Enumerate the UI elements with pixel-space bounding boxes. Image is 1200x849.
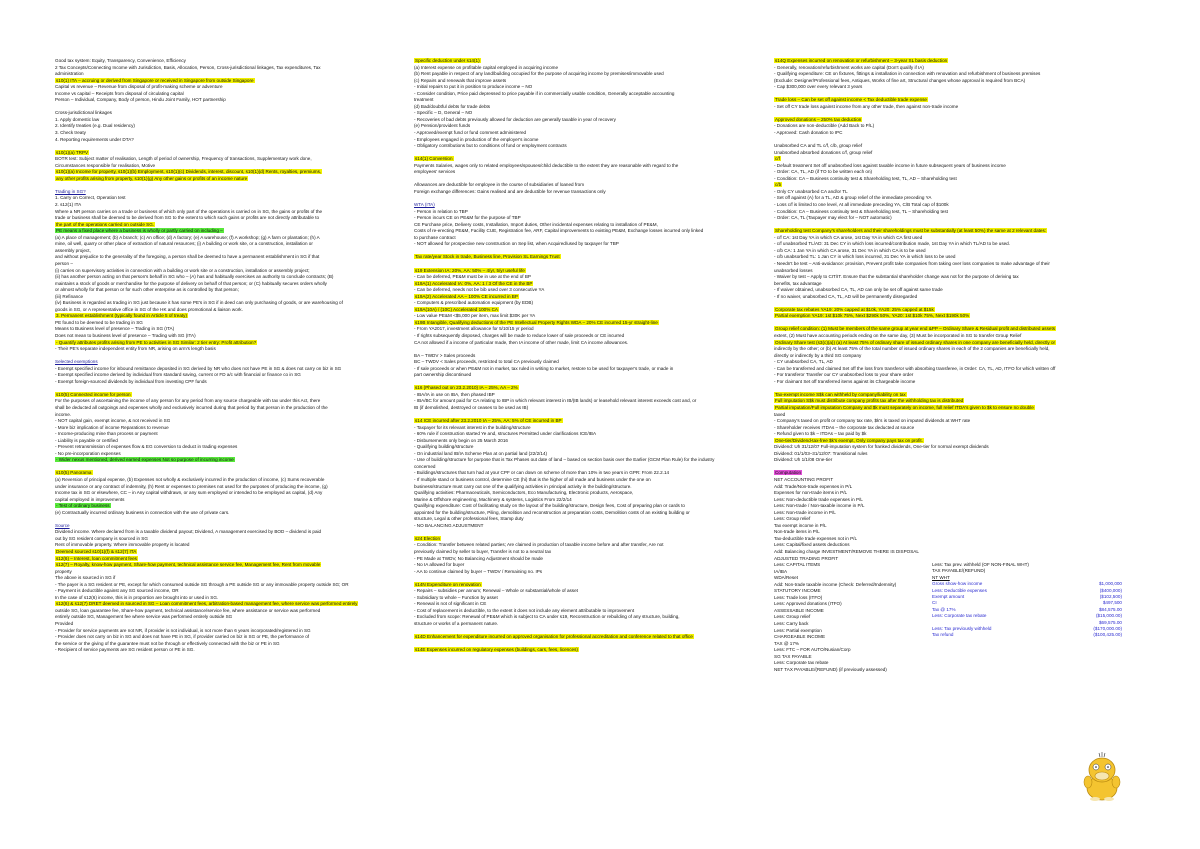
tax-row-label: Tax @ 17% (932, 606, 956, 612)
notes-column-1 (55, 58, 385, 654)
note-line-text: BC – TWDV < Sales proceeds, restricted to total CA previously claimed (414, 359, 559, 365)
note-line-text: ASSESSABLE INCOME (774, 607, 824, 613)
note-line-text: taxed (774, 411, 786, 417)
note-line-text: - c/f CA: 1st Day YA in which CA arose, 1st Day YA in which CA first used (774, 234, 923, 240)
note-line-text: - From YA2017, investment allowance for 5/10/15 yr period (414, 326, 534, 332)
tax-box-head-2-text: TAX PAYABLE/(REFUND) (932, 568, 986, 574)
note-line-text: Person – Individual, Company, Body of person, Hindu Joint Family, HOT partnership (55, 97, 226, 103)
note-line-text: the part of the operations carried on outside SG. (56, 221, 155, 227)
note-line-text: Capital vs revenue – Revenue from disposal of profit-making scheme or adventure (55, 84, 223, 90)
note-line-text: - Default treatment Set off unabsorbed loss against taxable income in future subsequent years of business income (774, 162, 1006, 168)
nr-wht-tax-table (932, 562, 1122, 639)
tax-box-head-1-text: Less: Tax prev. withheld (OF NON-FINAL WHT) (932, 562, 1029, 567)
note-line (55, 647, 385, 654)
note-line-text: person – (55, 260, 73, 266)
note-line-text: - Condition: Transfer between related parties; Are claimed in production of taxable income before and after transfer, Are not (414, 542, 664, 548)
tax-row-value: ($102,500) (1099, 594, 1122, 600)
note-line-text: Partial imputation/Full imputation Company and $k must separately on income, full relief ITDA's given to $k to ensure no double (775, 404, 1034, 410)
tax-row-label: Gross show-how income (932, 581, 983, 587)
note-line-text: NET TAX PAYABLE/(REFUND) (if previously assessed) (774, 666, 887, 672)
tax-row-value: $69,575.00 (1099, 619, 1122, 625)
note-line-text: - Taxpayer for its relevant interest in the building/structure (414, 424, 531, 430)
note-line-text: s19 Extension IA: 20%, AA: 50% – 4/yr, 5/yr useful life (415, 267, 525, 273)
note-line-text: - IBA/BC for amount paid for CA relating to IBP in which relevant interest in IB/(IB lands) or leasehold relevant interest exceeds cost and, or (414, 398, 697, 404)
tax-row-label: Less: Tax previously withheld (932, 626, 992, 632)
note-line-text: - If sale proceeds or when PE&M not in market, tax ruled in writing to market, restore to be used for taxpayer's trade, or made in (414, 365, 674, 371)
note-line-text: Group relief condition: (1) Must be members of the same group at year end &PP – Ordinary Share & Residual profit and distributed assets (775, 326, 1056, 332)
note-line-text: s14D Enhancement for expenditure incurred on approved organisation for professional accreditation and conference related to that office (415, 634, 693, 640)
note-line-text: (d) Bad/doubtful debts for trade debts (414, 103, 491, 109)
note-line-text: - Condition: CA – Business continuity test & Shareholding test, TL, AD – Shareholding test (774, 175, 957, 181)
note-line-text: extent, (2) Must have accounting periods ending on the same day, (3) Must be incorporated in SG to transfer Group Relief (774, 332, 1022, 338)
note-line-text: (ii) has another person acting on that person's behalf in SG who – (A) has and habitually exercises an authority to conclude contracts; (B) (55, 274, 334, 280)
note-line-text: the service or the giving of the guarantee must not be through or effectively connected with the biz or PE in SG (55, 640, 280, 646)
tax-row-label: Tax refund (932, 632, 954, 638)
note-line-text: - Repairs – subsidies per annum; Renewal – Whole or substantial/whole of asset (414, 588, 578, 594)
note-line-text: - Liability is payable or certified (55, 437, 118, 443)
note-line-text: - Generally, renovation/refurbishment works are capital (Don't qualify if IA) (774, 64, 924, 70)
note-line-text: IB (if demolished, destroyed or ceases to be used as IB) (414, 404, 529, 410)
note-line-text: Payments Salaries, wages only to related employees/spouses/child deductible to the extent they are reasonable with regard to the (414, 162, 679, 168)
note-line-text: s24 Election (415, 535, 441, 541)
note-line-text: BA – TWDV > Sales proceeds (414, 352, 476, 358)
note-line-text: CHARGEABLE INCOME (774, 634, 826, 640)
note-line-text: Unabsorbed absorbed donations c/f, group relief (774, 149, 873, 155)
note-line-text: - Approved/exempt fund or fund comment administered (414, 130, 527, 136)
note-line-text: part ownership discontinued (414, 372, 472, 378)
note-line-text: STATUTORY INCOME (774, 588, 821, 594)
note-line-text: treatment (414, 97, 434, 103)
note-line-text: Trading in SG? (55, 188, 86, 194)
note-line-text: In the case of s12(6) income, this is in proportion are brought into or used in SG. (55, 594, 219, 600)
note-line-text: s19A(10A) / (10C) Accelerated 100% CA (415, 306, 498, 312)
note-line-text: - Provider does not carry on biz in SG and does not have PE in SG, if provider carried on biz in SG or PE, the performance of (55, 634, 310, 640)
note-line-text: Qualifying activities: Pharmaceuticals, Semiconductors, Eco Manufacturing, Electronic products, Aerospace, (414, 490, 634, 496)
note-line-text: Non-trade items in P/L (774, 529, 820, 535)
note-line-text: 4. Reporting requirements under DTA? (55, 136, 134, 142)
note-line-text: - For claimant Set off transferred items against its Chargeable income (774, 378, 916, 384)
note-line-text: employees' services (414, 169, 456, 175)
tax-box-title-text: NT WHT (932, 574, 950, 580)
note-line-text: BOTR test: Subject matter of realisation, Length of period of ownership, Frequency of transactions, Supplementary work done, (55, 156, 312, 162)
notes-column-2 (414, 58, 744, 654)
note-line-text: - Provider for service payments are not NR, if provider is not individual, is not more than 6 years incorporated/registered in SG (55, 627, 311, 633)
note-line-text: - Qualifying expenditure: CE on fixtures, fittings & installation in connection with renovation and refurbishment of business premises (774, 71, 1041, 77)
note-line-text: - Obligatory contributions but to conditions of fund or employment contracts (414, 143, 567, 149)
note-line-text: - The payer is a SG resident or PE, except for which consumed outside SG through a PE outside SG or any immovable property outside SG; OR (55, 581, 349, 587)
note-line-text: - Prevent retransmission of expenses flow & EG conversion to deduct in trading expenses (55, 444, 238, 450)
note-line-text: out by SG resident company is sourced in SG (55, 535, 148, 541)
note-line-text: - Wider nexus mentioned, derived earned expenses Not so purpose of incurring income (56, 457, 234, 463)
note-line-text: Expenses for non-trade items in P/L (774, 490, 848, 496)
note-line-text: TAX @ 17% (774, 640, 800, 646)
note-line-text: Add: Trade/Non-trade expenses in P/L (774, 483, 853, 489)
note-line-text: CE Purchase price, Delivery costs, Installation, Import duties, Other incidental expenses relating to installation of PE&M, (414, 221, 658, 227)
note-line-text: Good tax system: Equity, Transparency, Convenience, Efficiency (55, 58, 186, 63)
note-line-text: Tax rate/year Stock in trade, Business line, Provision SL Earnings Trust (415, 254, 560, 260)
note-line-text: Cross-jurisdictional linkages (55, 110, 112, 116)
note-line-text: s10(1)(a) Income for property, s10(1)(b) Employment, s10(1)(c) Dividends, interest, discount, s10(1)(d) Rents, royalties, premiums, (56, 169, 322, 175)
note-line-text: Tax-exempt income S$k can withheld by company/liability on tax (775, 391, 906, 397)
note-line-text: Tax exempt income in P/L (774, 522, 827, 528)
note-line-text: (b) Rent payable in respect of any land/building occupied for the purpose of acquiring income by premises/immovable used (414, 71, 664, 77)
note-line-text: Less: Carry back (774, 621, 809, 627)
note-line-text: Less: FTC – FOR AUTO/Nusian/Corp (774, 647, 851, 653)
note-line-text: Where a NR person carries on a trade or business of which only part of the operations is carried on in SG, the gains or profits of the (55, 208, 323, 214)
note-line-text: shall be deducted all outgoings and expenses wholly and exclusively incurred during that period by that person in the production of the (55, 404, 328, 410)
note-line-text: s10(5) Connected income for person (56, 391, 131, 397)
note-line-text: PE means a fixed place where a business is wholly or partly carried on including – (56, 228, 223, 234)
note-line-text: - Buildings/structures that turn had at your CPF or can down on scheme of more than 10% in two years in GPR: From 22.2.14 (414, 470, 670, 476)
note-line-text: 3. Permanent establishment (typically found in Article 5 of treaty) (56, 313, 187, 319)
note-line-text: WTA (ITA) (414, 202, 435, 208)
note-line-text: - Company's taxed on profit or company tax rate, $k's is taxed on imputed dividends at WHT rate (774, 418, 971, 424)
note-line-text: - Their PE's separate independent entity from NR, arising on arm's length basis (55, 346, 216, 352)
note-line-text: - NOT allowed for prospective new construction on Sep list, when Acquired/used by taxpayer for TBP (414, 241, 619, 247)
note-line-text: previously claimed by seller to buyer, Transfer is not to a neutral tax (414, 549, 552, 555)
note-line-text: Provided (55, 621, 74, 627)
note-line-text: Less: Approved donations (ITFO) (774, 601, 842, 607)
note-line-text: trade or business shall be deemed to be derived from SG to the extent to which such gains or profits are not directly attributable to (55, 215, 320, 221)
note-line-text: property (55, 568, 72, 574)
note-line-text: - On industrial land IB/IA Scheme Plan at on partial land (22/2/14) (414, 450, 548, 456)
note-line-text: to purchase contract (414, 234, 456, 240)
note-line-text: Full imputation S$k must distribute company profits tax after the withholding tax is distributed (775, 398, 964, 404)
note-line-text: indirectly by the other; or (b) At least 75% of the total number of issued ordinary shares in each of the 2 companies are beneficially held, (774, 346, 1050, 352)
tax-box-rows (932, 581, 1122, 639)
note-line-text: - NO BALANCING ADJUSTMENT (414, 522, 484, 528)
note-line-text: Ordinary Share test (s3(c)(a)) (a) At least 75% of ordinary share of issued ordinary shares in one company are beneficially held, directly or (775, 339, 1056, 345)
note-line-text: - 60% rule if construction started Ye and, structures Permitted under clarifications ICE/IBA (414, 431, 597, 437)
note-line-text: - Set off against (A) for a TL, AD & group relief of the immediate preceding YA (774, 195, 932, 201)
note-line (414, 647, 744, 654)
note-line-text: Less: CAPITAL ITEMS (774, 562, 821, 568)
tax-row-label: CI (932, 600, 937, 606)
note-line-text: - Order: CA, TL, AD (if TO to be written each on) (774, 169, 873, 175)
note-line-text: 1. Carry on Correct, Operation test (55, 195, 126, 201)
note-line-text: Add: Non-trade taxable income (Check: Deferred/Indemnity) (774, 581, 897, 587)
note-line-text: - Approved: Cash donation to IPC (774, 130, 843, 136)
note-line-text: Approved donations – 250% tax deduction (775, 116, 862, 122)
note-line-text: income. (55, 411, 72, 417)
note-line (774, 667, 1124, 674)
note-line-text: - Recipient of service payments are SG resident person or PE in SG. (55, 647, 195, 653)
note-line-text: Less: Corporate tax rebate (774, 660, 829, 666)
note-line-text: s10(5) Panorama (56, 470, 92, 476)
note-line-text: appointed for the building/structure, Piling, demolition and reconstruction at preparation costs, Demolition costs of an existing building or (414, 509, 690, 515)
note-line-text: Income vs capital – Receipts from disposal of circulating capital (55, 90, 184, 96)
tax-row-value: ($15,000.00) (1095, 613, 1122, 619)
note-line-text: (a) A place of management; (b) A branch; (c) An office; (d) A factory; (e) A warehouse; (f) A workshop; (g) A farm or plantation; (h) A (55, 234, 320, 240)
note-line-text: CA not allowed if a income of particular made, then IA income of other made, limit CA income allowances. (414, 339, 629, 345)
note-line-text: Foreign exchange differences: Gains realised and are deductible for revenue transactions only (414, 188, 606, 194)
note-line-text: - Low value PE&M <$5,000 per item, max limit $30K per YA (414, 313, 536, 319)
note-line-text: Add: Balancing charge INVESTMENT/REMOVE THERE IS DISPOSAL (774, 549, 919, 555)
note-line-text: - Computers & prescribed automation equipment (by EDB) (414, 300, 533, 306)
note-line-text: assembly project, (55, 247, 91, 253)
note-line-text: Qualifying expenditure: Cost of facilitating study on the layout of the building/structure, Design fees, Cost of preparing plan or cards to (414, 503, 685, 509)
note-line-text: (iv) Business is regarded as trading in SG just because it has some PE's in SG if in deed can only purchasing of goods, or are warehousing of (55, 300, 343, 306)
note-line-text: ADJUSTED TRADING PROFIT (774, 555, 839, 561)
note-line-text: s14E Expenses incurred on regulatory expenses (buildings, cars, fees, licences) (415, 647, 578, 653)
note-line-text: Allowances are deductible for employee in the course of subsidiaries of loaned from (414, 182, 585, 188)
note-line-text: - Payment is deductible against any SG sourced income, OR (55, 588, 179, 594)
note-line-text: Specific deduction under s14(1) (415, 58, 480, 63)
note-line-text: - Waiver by test – Apply to CIT/IT. Ensure that the substantial shareholder change was not for the purpose of deriving tax (774, 274, 1019, 280)
note-line-text: PE found to be deemed to be trading in SG (55, 319, 143, 325)
note-line-text: - Exempt foreign-sourced dividends by individual from investing CPF funds (55, 378, 207, 384)
note-line-text: s12(6) & s12(7) DRET deemed in sourced in SG – Loan commitment fees, arbitration-based management fee, where service was performed entirely (56, 601, 358, 607)
tax-row-value: $1,000,000 (1099, 581, 1122, 587)
note-line-text: Costs of re-erecting PE&M, Facility CUE, Registration fee, ARF, Capital improvements to existing PE&M, Exchange losses incurred only linked (414, 228, 704, 234)
note-line-text: Less: Group relief (774, 614, 811, 620)
note-line-text: - Qualifying building/structure (414, 444, 474, 450)
note-line-text: s10(1)(a) TRPV (56, 149, 89, 155)
note-line-text: (e) Contractually incurred ordinary business in connection with the use of private cars. (55, 509, 230, 515)
note-line-text: - Shareholder receives ITDAs – the corporate tax deducted at source (774, 424, 915, 430)
note-line-text: - Only CY unabsorbed CA and/or TL (774, 188, 848, 194)
note-line-text: - Donations are non-deductible (Add Back to P/L) (774, 123, 875, 129)
note-line-text: s14 ICE incurred after 23.2.2010 IA – 25%, AA: 5% of CE incurred in BP (415, 418, 562, 424)
note-line-text: outside SG, loan guarantee fee, Share-how payment, technical assistance/service fee, where assistance or service was performed (55, 607, 321, 613)
note-line-text: Deemed sourced s10(1)(f) & s12(7) ITA (56, 549, 137, 555)
note-line-text: or almost wholly for that person or for such other enterprise as is controlled by that person; (55, 287, 239, 293)
note-line-text: Partial exemption YA19: 1st $10k 75%, Next $290k 50%, YA20: 1st $10k 75%, Next $190k 50% (775, 313, 970, 319)
note-line-text: 2. Identify treaties (e.g. Dual residency) (55, 123, 135, 129)
note-line-text: s14Q Expenses incurred on renovation or refurbishment – 3-year SL basis deduction (775, 58, 948, 63)
note-line-text: - Employees engaged in production of the employer's income (414, 136, 539, 142)
note-line-text: - Quantify attributes profits arising from PE to activities in SG Similar: 2 tier entry: Profit attribution? (56, 339, 257, 345)
note-line-text: s14(1) Conversion (415, 156, 453, 162)
tax-row (932, 632, 1122, 638)
note-line-text: - If waiver obtained, unabsorbed CA, TL, AD can only be set off against same trade (774, 287, 943, 293)
note-line-text: - NOT capital gain, exempt income, & not received in SG (55, 418, 171, 424)
note-line-text: - Can be deferred, needs not be bib used over 3 consecutive YA (414, 287, 545, 293)
tax-row-value: ($100,425.00) (1093, 632, 1122, 638)
note-line-text: Rent of immovable property. Where immovable property is located (55, 542, 190, 548)
note-line-text: under insurance or any contract of indemnity, (h) Rent or expenses to premises not used for the purposes of producing the income, (g) (55, 483, 328, 489)
note-line-text: - Disbursements only begin on 25 March 2016 (414, 437, 508, 443)
note-line-text: structure or works of a permanent nature. (414, 621, 499, 627)
note-line-text: - Set off CY trade loss against income from any other trade, then against non-trade income (774, 103, 959, 109)
note-line-text: (iii) Refinance (55, 293, 84, 299)
note-line-text: s19A(1) Accelerated IA: 0%, AA: 1 / 3 Of the CE in the BP (415, 280, 533, 286)
note-line-text: - Exempt specified income for inbound remittance deposited in SG derived by NR who does not have PE in SG & does not carry on biz in SG (55, 365, 342, 371)
note-line-text: (a) Interest expense on profitable capital employed in acquiring income (414, 64, 559, 70)
note-line-text: (Exclude: Designer/Professional fees, Antiques, Works of fine art, Structural changes whose approval is required from BCA) (774, 77, 1026, 83)
note-line-text: - Subsidiary to whole – Function by asset (414, 594, 498, 600)
tax-row-value: $84,575.00 (1099, 606, 1122, 612)
note-line-text: s16 (Phased out on 23.2.2010) IA – 25%, AA – 2% (415, 385, 518, 391)
note-line-text: - No IA allowed for buyer (414, 562, 465, 568)
note-line-text: - No pre-incorporation expenses (55, 450, 121, 456)
tax-row-value: ($170,000.00) (1093, 626, 1122, 632)
note-line-text: - c/f unabsorbed TL/AD: 31 Dec CY in which loss incurred/contribution made, 1st Day YA in which TL/AD to be used. (774, 241, 1011, 247)
note-line-text: 3. Check treaty (55, 130, 86, 136)
note-line-text: Trade loss – Can be set off against income < Tax deductible trade expense (775, 97, 927, 103)
note-line-text: IA/IBA (774, 568, 788, 574)
note-line-text: Less: Non-deductible trade expenses in P/L (774, 496, 863, 502)
note-line-text: - Can be transferred and claimed Set off the loss from transferor with absorbing transferee, in Order: CA, TL, AD, ITFO for which written off (774, 365, 1056, 371)
note-line-text: - Specific – D, General – NO (414, 110, 473, 116)
note-line-text: Selected exemptions (55, 359, 98, 365)
note-line-text: Means to Business level of presence – Trading in SG (ITA) (55, 326, 175, 332)
note-line-text: Less: Group relief (774, 516, 811, 522)
note-line-text: - Can be deferred, PE&M must be in use at the end of BP (414, 274, 531, 280)
note-line-text: One-tier/Dividend-tax-free $k's exempt, Only company pays tax on profit. (775, 437, 923, 443)
note-line-text: - Renewal is not of significant in CE (414, 601, 487, 607)
note-line-text: mine, oil well, quarry or other place of extraction of natural resources; (i) A building or work site, or a construction, installation or (55, 241, 313, 247)
note-line-text: any other profits arising from property, s10(1)(g) Any other gains or profits of an income nature (56, 175, 248, 181)
note-line-text: s10(1) ITA – accruing or derived from Singapore or received in Singapore from outside Singapore (56, 77, 254, 83)
note-line-text: s12(6) – Interest, loan commitment fees (56, 555, 137, 561)
note-line-text: (c) Repairs and renewals that improve assets (414, 77, 507, 83)
note-line-text: Source (55, 522, 70, 528)
note-line-text: - Needn't be test – Anti-avoidance: provision, Prevent profit take companies from taking over loss companies to make advantage of their (774, 260, 1050, 266)
note-line-text: 1. Apply domestic law (55, 116, 100, 122)
note-line-text: - Excluded from scope: Renewal of PE&M which is subject to CA under s19, Reconstruction or rebuilding of any structure, building, (414, 614, 680, 620)
note-line-text: structure, Legal & other professional fees, Stamp duty (414, 516, 524, 522)
tax-row-label: Less: Deductible expenses (932, 587, 987, 593)
note-line-text: - Exempt specified income derived by individual from standard saving, current or FD a/c with financial or finance co in SG (55, 372, 301, 378)
note-line-text: - Order: CA, TL (Taxpayer may elect for – NOT automatic) (774, 215, 892, 221)
note-line-text: WDA/Reset (774, 575, 798, 581)
note-line-text: (i) carries on supervisory activities in connection with a building or work site or a construction, installation or assembly project; (55, 267, 310, 273)
note-line-text: Dividend income. Where declared from is a taxable dividend payout; Dividend, A management exercised by BOD – dividend is paid (55, 529, 322, 535)
note-line-text: business/structure must carry out one of the qualifying activities in principal activity in the building/structure. (414, 483, 632, 489)
note-line-text: Less: Non-trade / Non-taxable income in P/L (774, 503, 865, 509)
note-line-text: s19A(2) Accelerated AA – 100% CE incurred in BP (415, 293, 518, 299)
note-line-text: Less: Partial exemption (774, 627, 822, 633)
note-line-text: capital employed in improvements (55, 496, 125, 502)
note-line-text: - Consider condition, Price paid depressed to price payable if in commercially usable condition, Generally acceptable accounting (414, 90, 675, 96)
note-line-text: - Cost of replacement is deductible, to the extent it does not include any element attributable to improvement (414, 607, 635, 613)
note-line-text: unabsorbed losses (774, 267, 813, 273)
note-line-text: s14N Expenditure on renovation (415, 581, 481, 587)
note-line-text: Marine & Offshore engineering, Machinery & systems, Logistics From 22/2/14 (414, 496, 572, 502)
note-line-text: 2. s12(1) ITA (55, 202, 82, 208)
note-line-text: c/f (775, 156, 780, 162)
note-line (414, 228, 744, 235)
note-line-text: - If multiple stand or business control, determine CE (hi) that is the higher of all made and business under the one on (414, 477, 651, 482)
note-line-text: - Refund given to $k – ITDAs – tax paid by $k (774, 431, 867, 437)
note-line-text: Corporate tax rebates YA19: 20% capped at $10k, YA20: 25% capped at $15k (775, 306, 934, 312)
note-line-text: Computation (775, 470, 802, 476)
note-line-text: (e) Pension/provident funds (414, 123, 471, 129)
note-line-text: concerned (414, 463, 436, 469)
note-line-text: The above is sourced in SG if (55, 575, 116, 581)
note-line-text: Dividend: 01/1/03–31/12/07: Transitional rules (774, 450, 868, 456)
note-line-text: - More biz implication of income Reparations to revenue (55, 424, 169, 430)
note-line-text: NET ACCOUNTING PROFIT (774, 477, 834, 482)
note-line-text: Tax-deductible trade expenses not in P/L (774, 535, 857, 541)
note-line-text: administration (55, 71, 84, 77)
note-line-text: - IBA/IA in use on IBA, then phased IBP (414, 391, 495, 397)
tax-row-value: $497,500 (1102, 600, 1122, 606)
note-line-text: - PE Made at TWDV, No Balancing Adjustment should be made (414, 555, 543, 561)
note-line-text: Shareholding test Company's shareholders and their shareholdings must be substantially (at least 50%) the same at 2 relevant dates: (775, 228, 1047, 234)
note-line-text: - c/b CA: 1 Jan YA in which CA arose, 31 Dec YA in which CA is to be used (774, 247, 926, 253)
note-line-text: Circumstances responsible for realisation, Motive (55, 162, 156, 168)
tax-row-value: ($400,000) (1099, 587, 1122, 593)
note-line-text: - Person incurs CE on PE&M for the purpose of TBP (414, 215, 521, 221)
note-line-text: SG TAX PAYABLE (774, 653, 812, 659)
note-line-text: Less: Capital/fixed assets deductions (774, 542, 850, 548)
note-line-text: - c/b unabsorbed TL: 1 Jan CY in which loss incurred, 31 Dec YA in which loss to be used (774, 254, 956, 260)
note-line-text: - If no waiver, unabsorbed CA, TL, AD will be permanently disregarded (774, 293, 918, 299)
tax-row-label: Less: Corporate tax rebate (932, 613, 987, 619)
note-line-text: Less: Non-trade income in P/L (774, 509, 836, 515)
note-line-text: Dividend: Uh 1/1/08 One-tier (774, 457, 833, 463)
note-line-text: - Use of building/structure for purpose that is Tax Phases out date of land – based on section basis over the Earlier (GCM Plan Rule) for the industry (414, 457, 715, 463)
note-line-text: - If rights subsequently disposed, charges will be made to reduce lower of sale proceeds or CE incurred (414, 332, 625, 338)
note-line-text: benefits, tax advantage (774, 280, 822, 286)
note-line-text: - AA to continue claimed by buyer – TWDV / Remaining no. IPs (414, 568, 543, 574)
note-line-text: s19B Intangible, Qualifying deductions of the PE Intellectual Property Rights WDA – 20% CE incurred 15-yr straight-line (415, 319, 658, 325)
note-line-text: Less: Trade loss (ITFO) (774, 594, 823, 600)
note-line-text: entirely outside SG, Management fee where service was performed entirely outside SG (55, 614, 233, 620)
note-line-text: Does not mean to business level of presence – Trading with SG (ITA) (55, 332, 196, 338)
note-line-text: - Test of ordinary business (56, 503, 110, 509)
note-line-text: goods in SG, or A representative office in SG of the HK and does promotional & liaison work. (55, 306, 243, 312)
note-line-text: - Recoveries of bad debts previously allowed for deduction are generally taxable in year of recovery (414, 116, 616, 122)
note-line-text: - Person in relation to TBP (414, 208, 468, 214)
note-line-text: 2 Tax Concepts/Connecting Income with Jurisdiction, Basis, Allocation, Person, Cross-jurisdictional linkages, Tax expenditures, Tax (55, 64, 321, 70)
note-line-text: For the purposes of ascertaining the income of any person for any period from any source chargeable with tax under this Act, there (55, 398, 321, 404)
note-line-text: - Condition: CA – Business continuity test & Shareholding test, TL – Shareholding test (774, 208, 948, 214)
note-line-text: s12(7) – Royalty, know-how payment, Share-how payment, technical assistance service fee, Management fee, Rent from movable (56, 562, 321, 568)
note-line-text: c/b (775, 182, 782, 188)
psyduck-mascot-icon (1080, 752, 1124, 802)
note-line-text: - Income-producing mine than process or payment (55, 431, 158, 437)
note-line-text: maintains a stock of goods or merchandise for the purpose of delivery on behalf of that person; or (C) habitually secures orders wholly (55, 280, 327, 286)
note-line-text: Unabsorbed CA and TL c/f, c/b, group relief (774, 143, 863, 149)
note-line-text: (a) Reversion of principal expense, (b) Expenses not wholly & exclusively incurred in the production of income, (c) Sums recoverable (55, 477, 325, 482)
note-line-text: Dividend: Uh 31/12/07 Full-imputation system for franked dividends, One-tier for normal exempt dividends (774, 444, 989, 450)
note-line-text: - Initial repairs to put it in position to produce income – NO (414, 84, 533, 90)
note-line-text: Income tax in SG or elsewhere, CC – in Any capital withdrawn, or any sum employed or intended to be employed as capital, (d) Any (55, 490, 323, 496)
note-line-text: - CY unabsorbed CA, TL, AD (774, 359, 833, 365)
note-line (414, 457, 744, 464)
note-line-text: and without prejudice to the generality of the foregoing, a person shall be deemed to have a permanent establishment in SG if that (55, 254, 320, 260)
note-line-text: - Cap $300,000 over every relevant 3 years (774, 84, 863, 90)
note-line-text: - For transferor Transfer our CY unabsorbed loss to your share order (774, 372, 914, 378)
tax-row-label: Exempt amount (932, 594, 965, 600)
note-line-text: directly or indirectly by a third SG company (774, 352, 862, 358)
note-line-text: - Loss c/f is limited to one level, At all immediate preceding YA, C/B Total cap of $100k (774, 202, 949, 208)
